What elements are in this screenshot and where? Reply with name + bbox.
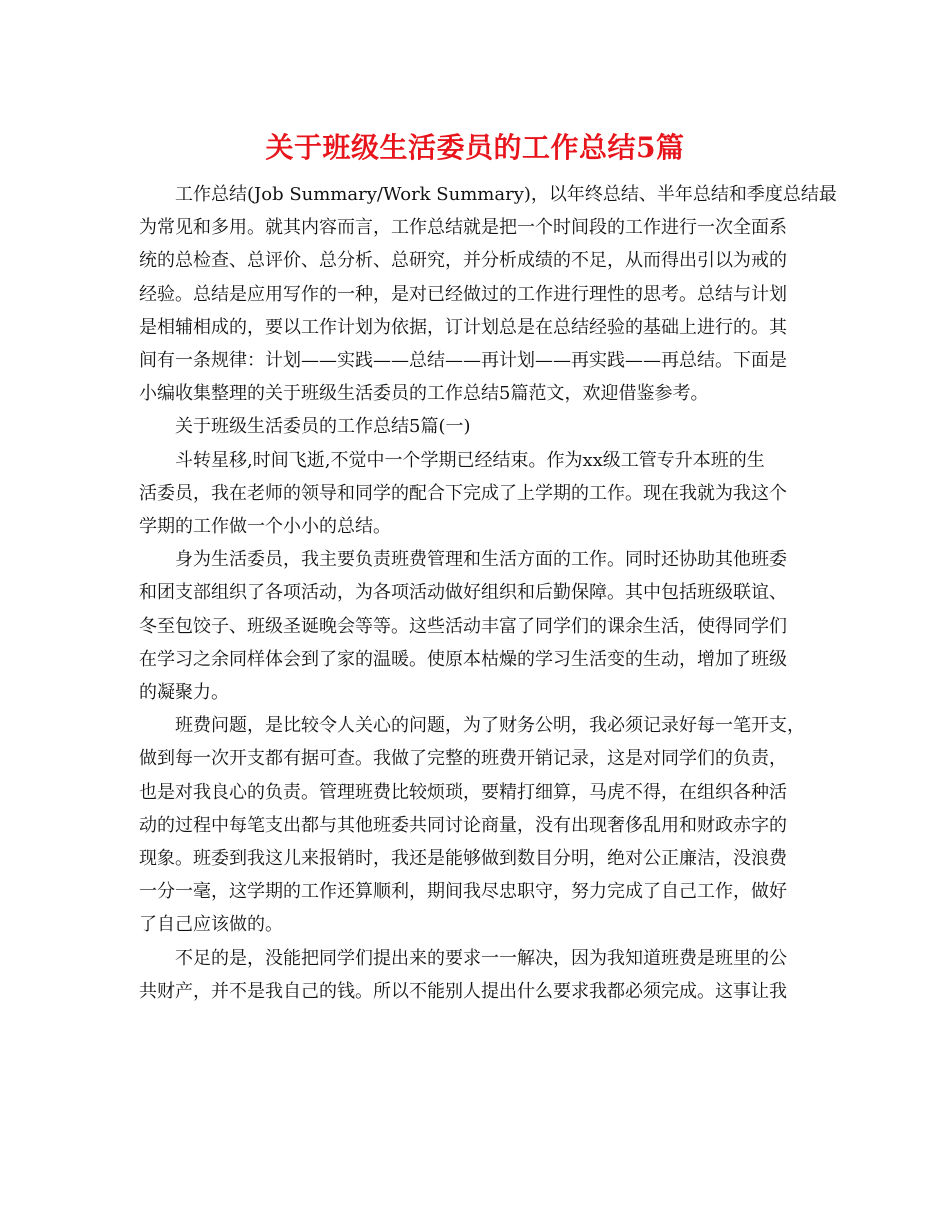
text-line: 一分一毫，这学期的工作还算顺利，期间我尽忠职守，努力完成了自己工作，做好 <box>139 881 787 903</box>
document-body <box>139 178 837 1008</box>
text-line: 是相辅相成的，要以工作计划为依据，订计划总是在总结经验的基础上进行的。其 <box>139 316 787 338</box>
text-line: 冬至包饺子、班级圣诞晚会等等。这些活动丰富了同学们的课余生活，使得同学们 <box>139 615 787 637</box>
text-line: 动的过程中每笔支出都与其他班委共同讨论商量，没有出现奢侈乱用和财政赤字的 <box>139 814 787 836</box>
text-line: 现象。班委到我这儿来报销时，我还是能够做到数目分明，绝对公正廉洁，没浪费 <box>139 848 787 870</box>
paragraph-2 <box>139 543 815 709</box>
section-heading <box>139 410 815 443</box>
text-line: 经验。总结是应用写作的一种，是对已经做过的工作进行理性的思考。总结与计划 <box>139 283 787 305</box>
text-line: 在学习之余同样体会到了家的温暖。使原本枯燥的学习生活变的生动，增加了班级 <box>139 648 787 670</box>
paragraph-intro <box>139 178 837 410</box>
text-line: 统的总检查、总评价、总分析、总研究，并分析成绩的不足，从而得出引以为戒的 <box>139 250 787 272</box>
text-line: 共财产，并不是我自己的钱。所以不能别人提出什么要求我都必须完成。这事让我 <box>139 980 787 1002</box>
text-line: 也是对我良心的负责。管理班费比较烦琐，要精打细算，马虎不得，在组织各种活 <box>139 781 787 803</box>
text-line: 小编收集整理的关于班级生活委员的工作总结5篇范文，欢迎借鉴参考。 <box>139 383 709 405</box>
text-line: 和团支部组织了各项活动，为各项活动做好组织和后勤保障。其中包括班级联谊、 <box>139 582 787 604</box>
text-line: 关于班级生活委员的工作总结5篇(一) <box>175 416 471 438</box>
document-title: 关于班级生活委员的工作总结5篇 <box>265 131 685 164</box>
text-line: 班费问题，是比较令人关心的问题，为了财务公明，我必须记录好每一笔开支， <box>175 715 805 737</box>
paragraph-4 <box>139 942 815 1008</box>
text-line: 活委员，我在老师的领导和同学的配合下完成了上学期的工作。现在我就为我这个 <box>139 482 787 504</box>
text-line: 做到每一次开支都有据可查。我做了完整的班费开销记录，这是对同学们的负责， <box>139 748 787 770</box>
text-line: 学期的工作做一个小小的总结。 <box>139 516 391 538</box>
text-line: 工作总结(Job Summary/Work Summary)，以年终总结、半年总结和季度总结最 <box>175 184 837 205</box>
text-line: 间有一条规律：计划——实践——总结——再计划——再实践——再总结。下面是 <box>139 350 787 372</box>
text-line: 了自己应该做的。 <box>139 914 283 936</box>
text-line: 的凝聚力。 <box>139 682 229 704</box>
paragraph-1 <box>139 444 815 544</box>
text-line: 身为生活委员，我主要负责班费管理和生活方面的工作。同时还协助其他班委 <box>175 549 787 571</box>
text-line: 为常见和多用。就其内容而言，工作总结就是把一个时间段的工作进行一次全面系 <box>139 217 787 239</box>
text-line: 不足的是，没能把同学们提出来的要求一一解决，因为我知道班费是班里的公 <box>175 947 787 969</box>
text-line: 斗转星移,时间飞逝,不觉中一个学期已经结束。作为xx级工管专升本班的生 <box>175 449 765 471</box>
paragraph-3 <box>139 709 815 941</box>
